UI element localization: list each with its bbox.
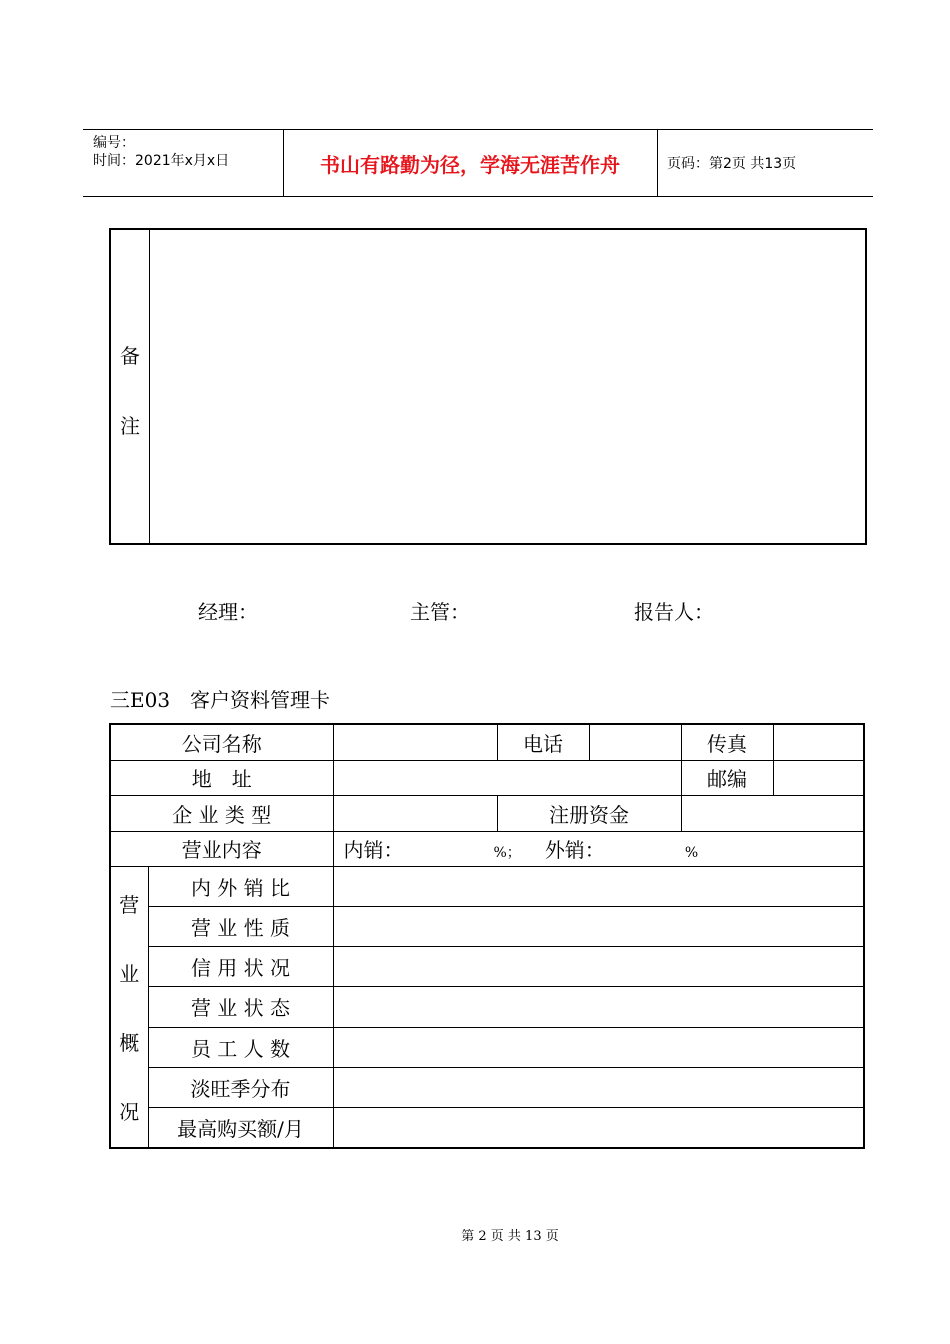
value-registered-capital[interactable] bbox=[681, 796, 864, 832]
overview-row-label: 营 业 状 态 bbox=[148, 987, 333, 1027]
remarks-divider bbox=[149, 230, 150, 543]
header-number-label: 编号： bbox=[93, 135, 135, 151]
header-motto: 书山有路勤为径，学海无涯苦作舟 bbox=[320, 152, 620, 177]
overview-row-label: 营 业 性 质 bbox=[148, 907, 333, 947]
overview-label bbox=[110, 867, 148, 1149]
overview-char: 况 bbox=[119, 1100, 140, 1124]
label-company-type: 企 业 类 型 bbox=[110, 796, 333, 832]
overview-char: 营 bbox=[119, 893, 140, 917]
card-row-company bbox=[110, 724, 864, 760]
overview-row bbox=[110, 1107, 864, 1148]
card-row-address bbox=[110, 760, 864, 796]
value-postcode[interactable] bbox=[773, 760, 864, 796]
remarks-label-char-2: 注 bbox=[120, 414, 140, 438]
overview-row-label: 信 用 状 况 bbox=[148, 947, 333, 987]
label-registered-capital: 注册资金 bbox=[497, 796, 681, 832]
remarks-box bbox=[109, 228, 867, 545]
overview-char: 业 bbox=[119, 962, 140, 986]
value-address[interactable] bbox=[333, 760, 681, 796]
overview-row-label: 淡旺季分布 bbox=[148, 1067, 333, 1107]
overview-row-value[interactable] bbox=[333, 947, 864, 987]
card-row-business bbox=[110, 831, 864, 867]
header-divider-2 bbox=[657, 129, 658, 197]
label-phone: 电话 bbox=[497, 724, 589, 760]
overview-row bbox=[110, 987, 864, 1027]
overview-row bbox=[110, 947, 864, 987]
section-title: 三E03 客户资料管理卡 bbox=[110, 688, 331, 712]
label-fax: 传真 bbox=[681, 724, 773, 760]
overview-row bbox=[110, 1067, 864, 1107]
label-postcode: 邮编 bbox=[681, 760, 773, 796]
value-fax[interactable] bbox=[773, 724, 864, 760]
value-business-content[interactable] bbox=[333, 831, 864, 867]
value-company-name[interactable] bbox=[333, 724, 497, 760]
label-address: 地 址 bbox=[110, 760, 333, 796]
overview-row-value[interactable] bbox=[333, 987, 864, 1027]
page-header bbox=[83, 129, 873, 197]
customer-info-card bbox=[109, 723, 865, 1149]
page-footer: 第 2 页 共 13 页 bbox=[461, 1229, 559, 1244]
signature-manager: 经理： bbox=[198, 600, 258, 624]
overview-row-value[interactable] bbox=[333, 867, 864, 907]
signature-supervisor: 主管： bbox=[410, 600, 470, 624]
overview-row-label: 员 工 人 数 bbox=[148, 1027, 333, 1067]
domestic-percent: %； bbox=[493, 845, 521, 862]
overview-row-label: 最高购买额/月 bbox=[148, 1107, 333, 1148]
overview-row-value[interactable] bbox=[333, 907, 864, 947]
overview-row-label: 内 外 销 比 bbox=[148, 867, 333, 907]
overview-char: 概 bbox=[119, 1031, 140, 1055]
label-company-name: 公司名称 bbox=[110, 724, 333, 760]
header-page-label: 页码：第2页 共13页 bbox=[667, 156, 797, 172]
domestic-sales-label: 内销： bbox=[343, 838, 404, 863]
value-phone[interactable] bbox=[589, 724, 681, 760]
overview-row bbox=[110, 907, 864, 947]
value-company-type[interactable] bbox=[333, 796, 497, 832]
card-row-type bbox=[110, 796, 864, 832]
export-percent: % bbox=[684, 845, 699, 862]
overview-row bbox=[110, 867, 864, 907]
overview-row bbox=[110, 1027, 864, 1067]
export-sales-label: 外销： bbox=[544, 838, 605, 863]
remarks-label-char-1: 备 bbox=[120, 344, 140, 368]
signature-reporter: 报告人： bbox=[634, 600, 714, 624]
overview-row-value[interactable] bbox=[333, 1107, 864, 1148]
header-time-label: 时间：2021年x月x日 bbox=[93, 153, 230, 169]
overview-row-value[interactable] bbox=[333, 1027, 864, 1067]
label-business-content: 营业内容 bbox=[110, 831, 333, 867]
overview-row-value[interactable] bbox=[333, 1067, 864, 1107]
